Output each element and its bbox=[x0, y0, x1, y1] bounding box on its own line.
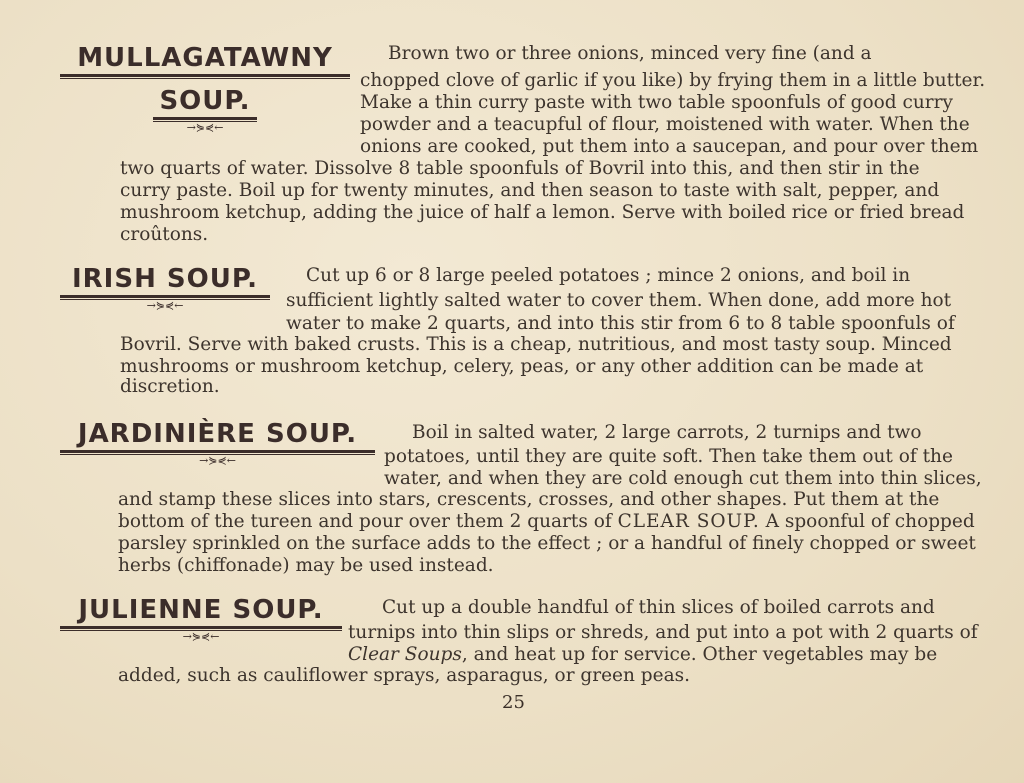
text-line: Boil in salted water, 2 large carrots, 2 turnips and two bbox=[412, 422, 922, 443]
page-number: 25 bbox=[502, 692, 525, 713]
text-line: Cut up 6 or 8 large peeled potatoes ; mince 2 onions, and boil in bbox=[306, 265, 911, 286]
heading-rule bbox=[60, 74, 350, 79]
text-span: , and heat up for service. Other vegetables may be bbox=[461, 644, 938, 665]
text-line: powder and a teacupful of flour, moistened with water. When the bbox=[360, 114, 970, 135]
ornament-icon: →⋟⋞← bbox=[186, 121, 224, 134]
text-line: Brown two or three onions, minced very fine (and a bbox=[388, 43, 872, 64]
text-line: added, such as cauliflower sprays, asparagus, or green peas. bbox=[118, 665, 690, 686]
heading-title: IRISH SOUP. bbox=[71, 264, 258, 294]
text-line: chopped clove of garlic if you like) by frying them in a little butter. bbox=[360, 70, 986, 91]
text-line bbox=[348, 644, 937, 666]
heading-jardiniere bbox=[60, 420, 375, 467]
ornament-icon: →⋟⋞← bbox=[182, 630, 220, 643]
heading-mullagatawny bbox=[60, 44, 350, 134]
text-line: mushrooms or mushroom ketchup, celery, peas, or any other addition can be made at bbox=[120, 356, 924, 377]
ornament-icon: →⋟⋞← bbox=[199, 454, 236, 467]
ornament-icon: →⋟⋞← bbox=[146, 299, 184, 312]
text-line: and stamp these slices into stars, crescents, crosses, and other shapes. Put them at the bbox=[118, 489, 940, 510]
heading-irish bbox=[60, 265, 270, 312]
text-line: Cut up a double handful of thin slices of boiled carrots and bbox=[382, 597, 935, 618]
text-line: potatoes, until they are quite soft. Then take them out of the bbox=[384, 446, 953, 467]
text-span: A spoonful of chopped bbox=[759, 511, 975, 532]
heading-title-2: SOUP. bbox=[159, 86, 251, 116]
text-line: parsley sprinkled on the surface adds to the effect ; or a handful of finely chopped or sweet bbox=[118, 533, 976, 554]
text-line: Make a thin curry paste with two table spoonfuls of good curry bbox=[360, 92, 953, 113]
text-line bbox=[118, 511, 975, 533]
text-line: mushroom ketchup, adding the juice of half a lemon. Serve with boiled rice or fried bread bbox=[120, 202, 965, 223]
text-line: croûtons. bbox=[120, 224, 209, 245]
text-line: water to make 2 quarts, and into this stir from 6 to 8 table spoonfuls of bbox=[286, 313, 955, 334]
text-line: curry paste. Boil up for twenty minutes, and then season to taste with salt, pepper, and bbox=[120, 180, 940, 201]
heading-title: JARDINIÈRE SOUP. bbox=[77, 419, 358, 449]
text-line: water, and when they are cold enough cut them into thin slices, bbox=[384, 468, 982, 489]
heading-title: JULIENNE SOUP. bbox=[78, 595, 324, 625]
heading-julienne bbox=[60, 596, 342, 643]
text-span: bottom of the tureen and pour over them 2 quarts of bbox=[118, 511, 612, 532]
text-line: discretion. bbox=[120, 376, 220, 397]
text-line: two quarts of water. Dissolve 8 table spoonfuls of Bovril into this, and then stir in the bbox=[120, 158, 920, 179]
text-line: sufficient lightly salted water to cover them. When done, add more hot bbox=[286, 290, 952, 311]
text-line: Bovril. Serve with baked crusts. This is a cheap, nutritious, and most tasty soup. Minced bbox=[120, 334, 952, 355]
heading-title: MULLAGATAWNY bbox=[77, 43, 333, 73]
text-line: turnips into thin slips or shreds, and put into a pot with 2 quarts of bbox=[348, 622, 978, 643]
clear-soup-ref: CLEAR SOUP. bbox=[617, 511, 760, 532]
clear-soups-ref: Clear Soups bbox=[348, 644, 462, 665]
text-line: herbs (chiffonade) may be used instead. bbox=[118, 555, 494, 576]
text-line: onions are cooked, put them into a saucepan, and pour over them bbox=[360, 136, 979, 157]
